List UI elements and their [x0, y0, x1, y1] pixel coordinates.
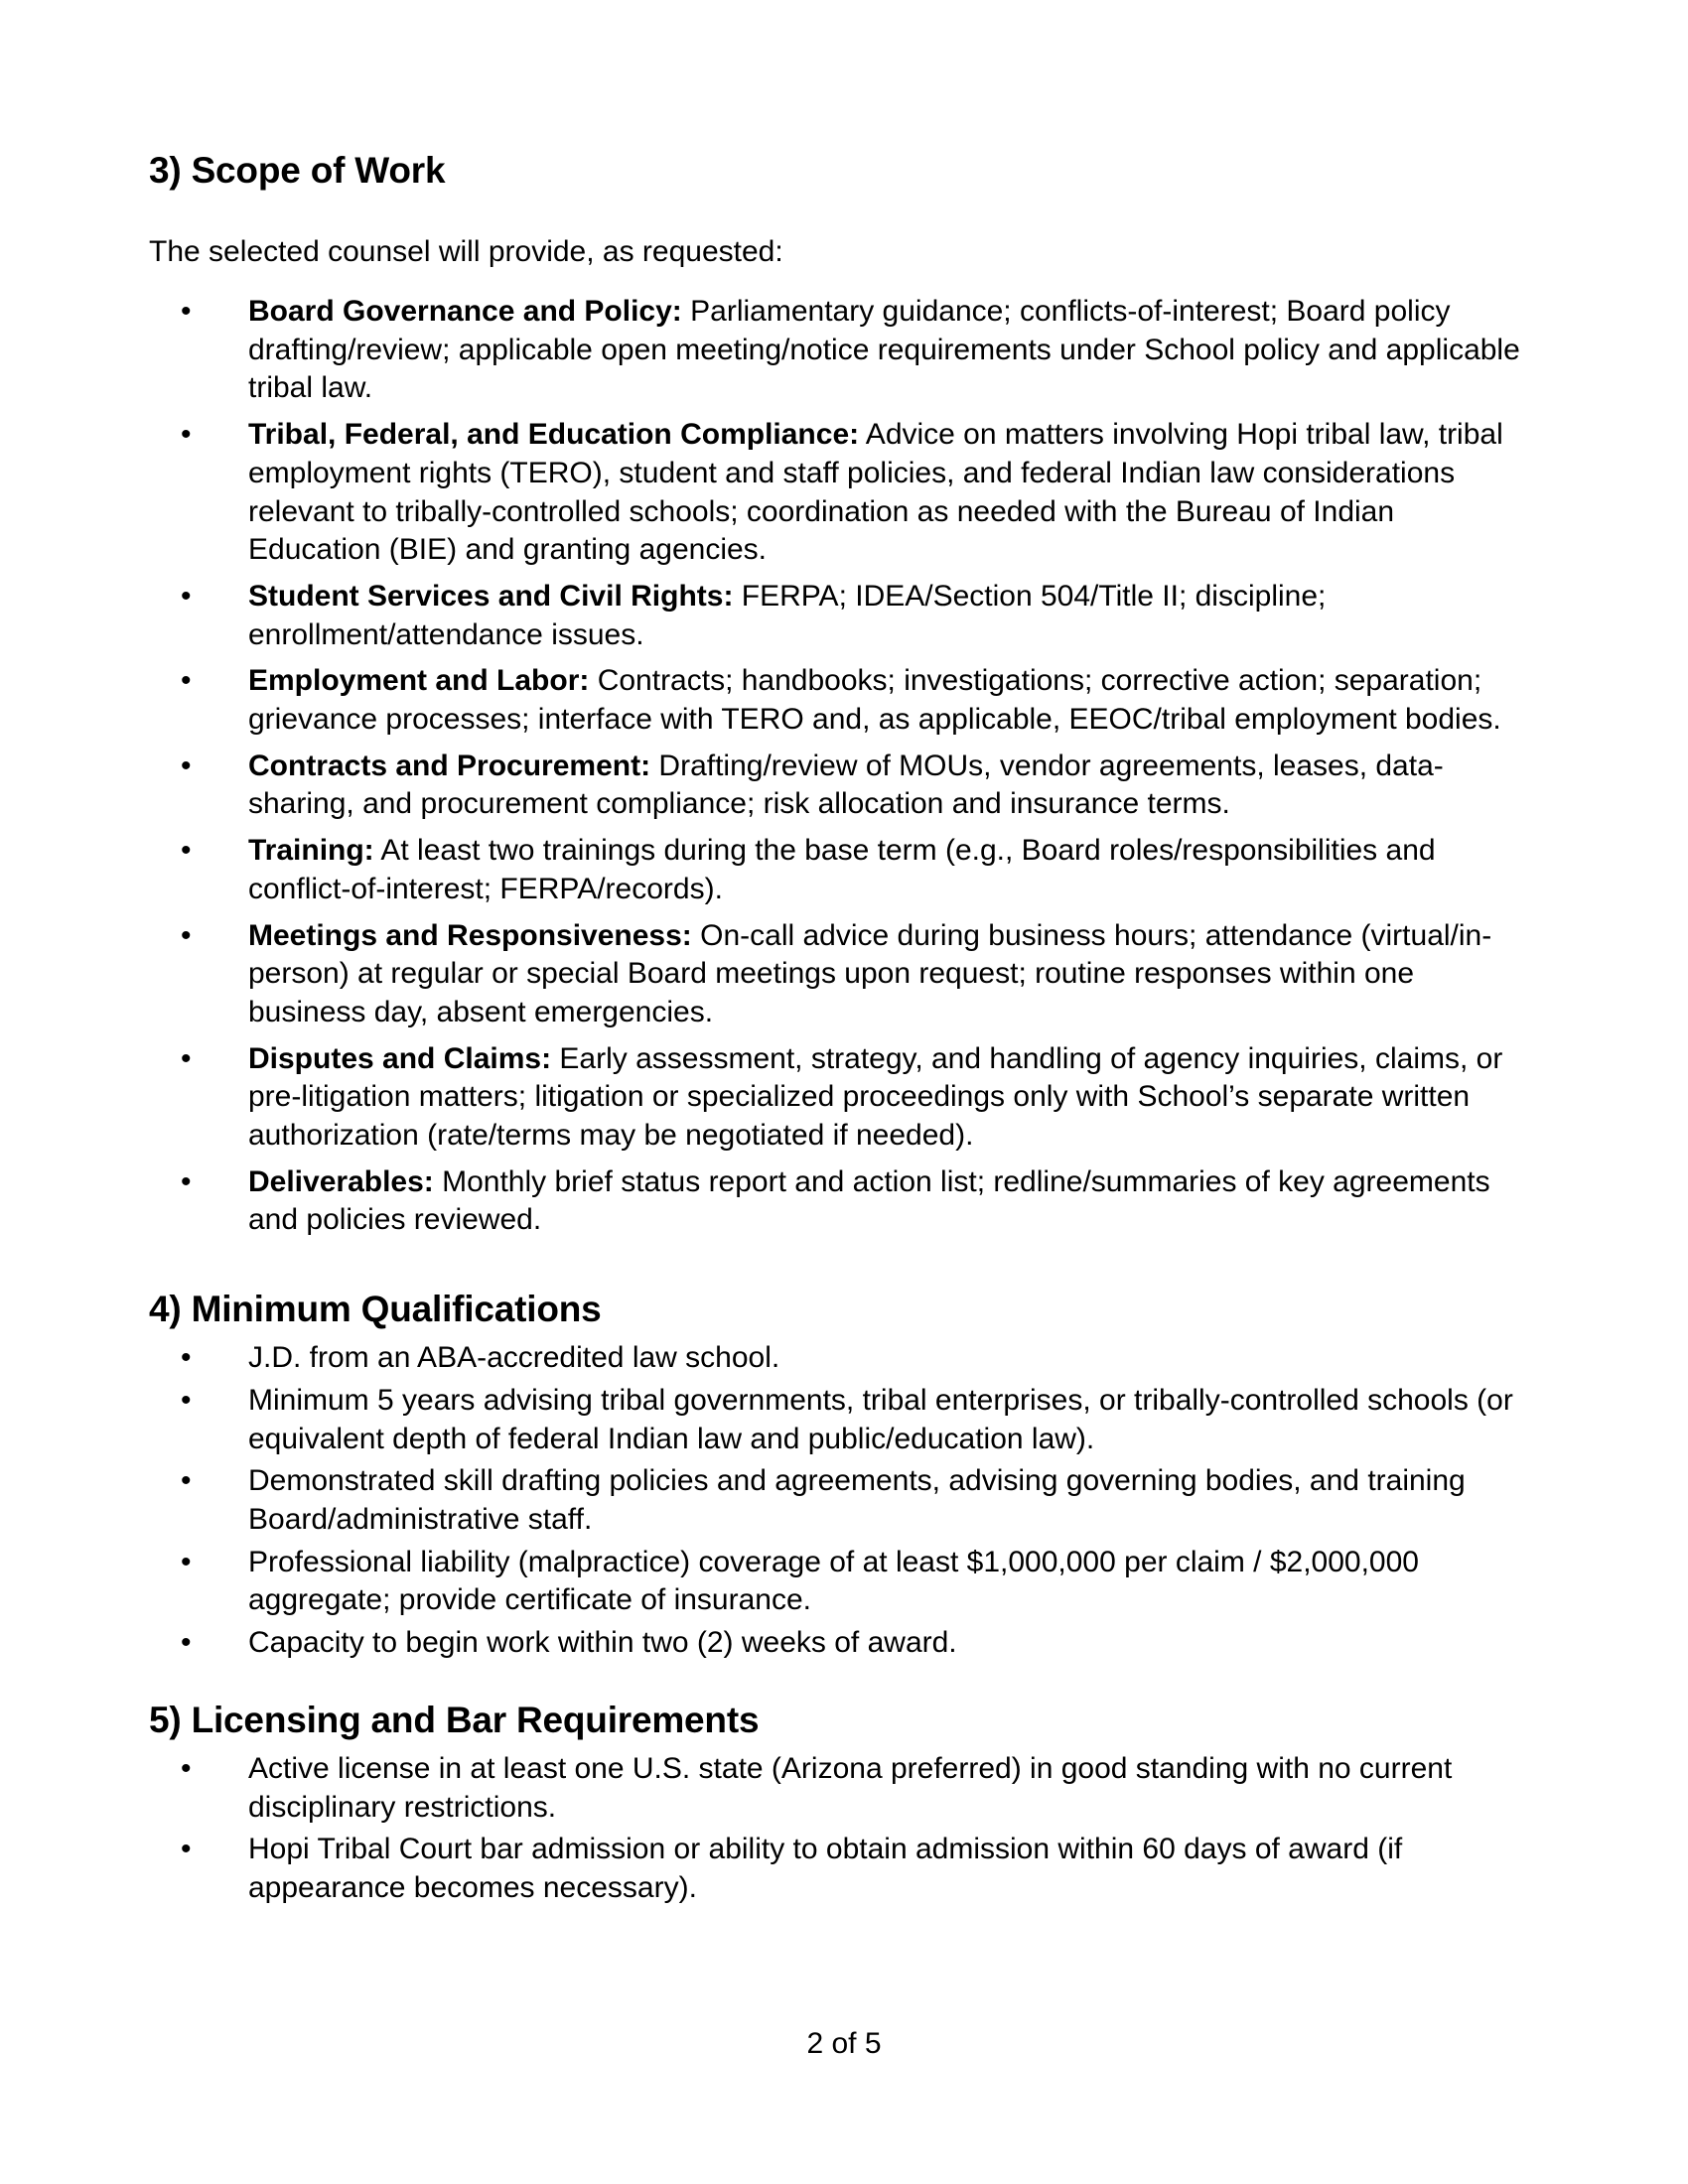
item-text: Monthly brief status report and action list; redline/summaries of key agreements and policies reviewed.: [248, 1164, 1490, 1237]
item-term: Student Services and Civil Rights:: [248, 579, 734, 613]
item-text: Hopi Tribal Court bar admission or ability to obtain admission within 60 days of award (if appearance becomes necessary).: [248, 1833, 1403, 1904]
list-item: [149, 293, 1539, 408]
bullet-icon: •: [181, 1464, 192, 1498]
item-text: Minimum 5 years advising tribal governments, tribal enterprises, or tribally-controlled schools (or equivalent depth of federal Indian law and public/education law).: [248, 1383, 1513, 1455]
item-text: Professional liability (malpractice) coverage of at least $1,000,000 per claim / $2,000,000 aggregate; provide certificate of insurance.: [248, 1545, 1419, 1617]
page-number: 2 of 5: [806, 2027, 882, 2060]
item-term: Contracts and Procurement:: [248, 749, 651, 782]
section-heading: 3) Scope of Work: [149, 150, 446, 191]
list-item: [149, 917, 1539, 1032]
item-text: Drafting/review of MOUs, vendor agreements, leases, data-sharing, and procurement compliance; risk allocation and insurance terms.: [248, 749, 1444, 821]
scope-list: [149, 293, 1539, 1240]
bullet-icon: •: [181, 295, 192, 328]
intro-paragraph: The selected counsel will provide, as requested:: [149, 235, 783, 268]
item-text: At least two trainings during the base term (e.g., Board roles/responsibilities and conflict-of-interest; FERPA/records).: [248, 834, 1436, 905]
list-item: [149, 1382, 1539, 1458]
item-term: Tribal, Federal, and Education Compliance:: [248, 418, 860, 452]
page-content: [149, 147, 1539, 1912]
licensing-list: [149, 1750, 1539, 1908]
item-text: J.D. from an ABA-accredited law school.: [248, 1341, 780, 1375]
item-term: Deliverables:: [248, 1164, 434, 1198]
list-item: [149, 1040, 1539, 1156]
section-heading: 5) Licensing and Bar Requirements: [149, 1699, 760, 1740]
list-item: [149, 1831, 1539, 1907]
item-text: Contracts; handbooks; investigations; corrective action; separation; grievance processes; interface with TERO and, as applicable, EEOC/tribal employment bodies.: [248, 664, 1501, 737]
bullet-icon: •: [181, 1341, 192, 1375]
bullet-icon: •: [181, 418, 192, 452]
item-text: Advice on matters involving Hopi tribal law, tribal employment rights (TERO), student and staff policies, and federal Indian law considerations relevant to tribally-controlled schools; coordination as needed with the Bureau of Indian Education (BIE) and granting agencies.: [248, 418, 1503, 567]
section-scope-of-work: [149, 147, 1539, 1240]
item-text: Active license in at least one U.S. state (Arizona preferred) in good standing with no current disciplinary restrictions.: [248, 1751, 1453, 1824]
item-text: Early assessment, strategy, and handling of agency inquiries, claims, or pre-litigation matters; litigation or specialized proceedings only with School’s separate written authorization (rate/terms may be negotiated if needed).: [248, 1041, 1503, 1153]
bullet-icon: •: [181, 1164, 192, 1198]
item-text: Parliamentary guidance; conflicts-of-interest; Board policy drafting/review; applicable open meeting/notice requirements under School policy and applicable tribal law.: [248, 295, 1520, 405]
list-item: [149, 748, 1539, 824]
bullet-icon: •: [181, 1751, 192, 1785]
item-term: Meetings and Responsiveness:: [248, 918, 692, 952]
list-item: [149, 662, 1539, 739]
list-item: [149, 416, 1539, 570]
list-item: [149, 578, 1539, 654]
list-item: [149, 1750, 1539, 1827]
list-item: [149, 1462, 1539, 1539]
bullet-icon: •: [181, 1626, 192, 1660]
item-text: Demonstrated skill drafting policies and agreements, advising governing bodies, and training Board/administrative staff.: [248, 1464, 1466, 1536]
bullet-icon: •: [181, 834, 192, 868]
item-term: Disputes and Claims:: [248, 1041, 552, 1075]
list-item: [149, 832, 1539, 908]
bullet-icon: •: [181, 749, 192, 782]
bullet-icon: •: [181, 1383, 192, 1417]
item-term: Employment and Labor:: [248, 664, 590, 698]
bullet-icon: •: [181, 1833, 192, 1866]
list-item: [149, 1544, 1539, 1620]
bullet-icon: •: [181, 1545, 192, 1578]
list-item: [149, 1624, 1539, 1663]
bullet-icon: •: [181, 579, 192, 613]
section-heading: 4) Minimum Qualifications: [149, 1289, 602, 1330]
item-term: Board Governance and Policy:: [248, 295, 682, 328]
item-text: Capacity to begin work within two (2) weeks of award.: [248, 1626, 957, 1660]
list-item: [149, 1163, 1539, 1240]
item-text: On-call advice during business hours; attendance (virtual/in-person) at regular or special Board meetings upon request; routine responses within one business day, absent emergencies.: [248, 918, 1492, 1028]
bullet-icon: •: [181, 664, 192, 698]
item-text: FERPA; IDEA/Section 504/Title II; discipline; enrollment/attendance issues.: [248, 579, 1327, 651]
list-item: [149, 1339, 1539, 1378]
section-licensing-bar-requirements: [149, 1697, 1539, 1908]
item-term: Training:: [248, 834, 374, 868]
bullet-icon: •: [181, 1041, 192, 1075]
bullet-icon: •: [181, 918, 192, 952]
qualifications-list: [149, 1339, 1539, 1663]
section-minimum-qualifications: [149, 1286, 1539, 1663]
